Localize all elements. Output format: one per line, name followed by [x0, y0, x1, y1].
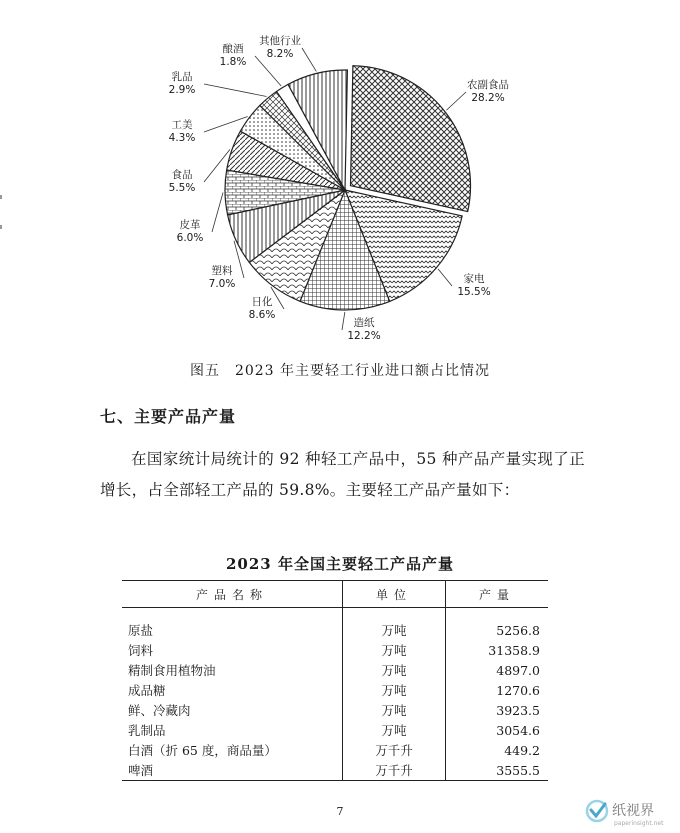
leader-line	[255, 56, 281, 86]
pie-chart	[0, 0, 680, 350]
table-row	[122, 720, 548, 740]
leader-line	[204, 84, 267, 97]
slice-percent: 7.0%	[208, 278, 236, 290]
margin-mark	[0, 225, 2, 229]
body-paragraph	[100, 444, 585, 506]
slice-percent: 8.2%	[266, 48, 294, 60]
unit-cell: 万吨	[343, 700, 446, 720]
page-number: 7	[336, 805, 344, 818]
table-row	[122, 760, 548, 781]
logo-icon	[587, 801, 607, 821]
slice-percent: 6.0%	[176, 232, 204, 244]
product-name-cell: 鲜、冷藏肉	[128, 703, 191, 718]
table-title: 2023 年全国主要轻工产品产量	[226, 555, 454, 573]
table-row	[122, 640, 548, 660]
slice-percent: 4.3%	[168, 132, 196, 144]
leader-line	[446, 92, 466, 110]
product-name-cell: 饲料	[128, 643, 154, 658]
slice-label: 农副食品	[467, 79, 509, 91]
table-row	[122, 680, 548, 700]
header-unit: 单位	[343, 581, 446, 608]
unit-cell: 万吨	[343, 620, 446, 640]
output-value-cell: 5256.8	[496, 622, 540, 638]
output-value-cell: 3923.5	[496, 702, 540, 718]
watermark-logo	[584, 795, 680, 829]
unit-cell: 万吨	[343, 680, 446, 700]
slice-percent: 28.2%	[471, 92, 505, 104]
production-table	[122, 580, 548, 781]
leader-line	[438, 269, 452, 286]
table-row	[122, 700, 548, 720]
slice-label: 食品	[171, 169, 193, 181]
output-value-cell: 3054.6	[496, 722, 540, 738]
unit-cell: 万千升	[343, 760, 446, 781]
product-name-cell: 啤酒	[122, 760, 343, 781]
unit-cell: 万吨	[343, 640, 446, 660]
slice-label: 工美	[171, 119, 193, 131]
paragraph-text: 在国家统计局统计的 92 种轻工产品中，55 种产品产量实现了正增长，占全部轻工产品的 59.8%。主要轻工产品产量如下：	[100, 450, 585, 499]
slice-label: 乳品	[171, 71, 193, 83]
slice-label: 造纸	[353, 317, 375, 329]
slice-percent: 1.8%	[219, 56, 247, 68]
leader-line	[212, 193, 223, 232]
product-name-cell: 精制食用植物油	[128, 663, 216, 678]
logo-text: 纸视界	[612, 803, 654, 819]
logo-url: paperinsight.net	[614, 820, 664, 827]
output-value-cell: 3555.5	[446, 760, 549, 781]
slice-label: 酿酒	[222, 43, 244, 55]
slice-percent: 5.5%	[168, 182, 196, 194]
slice-label: 家电	[463, 273, 485, 285]
unit-cell: 万千升	[343, 740, 446, 760]
table-row	[122, 660, 548, 680]
figure-caption: 图五 2023 年主要轻工行业进口额占比情况	[189, 363, 491, 379]
output-value-cell: 4897.0	[496, 662, 540, 678]
slice-label: 其他行业	[259, 35, 301, 47]
unit-cell: 万吨	[343, 720, 446, 740]
slice-percent: 2.9%	[168, 84, 196, 96]
product-name-cell: 成品糖	[128, 683, 166, 698]
slice-percent: 15.5%	[457, 286, 491, 298]
output-value-cell: 1270.6	[496, 682, 540, 698]
pie-slice	[351, 66, 471, 212]
output-value-cell: 31358.9	[488, 642, 540, 658]
leader-line	[342, 312, 345, 330]
unit-cell: 万吨	[343, 660, 446, 680]
slice-label: 塑料	[211, 265, 233, 277]
slice-percent: 12.2%	[347, 330, 381, 342]
slice-percent: 8.6%	[248, 309, 276, 321]
product-name-cell: 白酒（折 65 度，商品量）	[128, 743, 277, 758]
table-row	[122, 740, 548, 760]
header-product-name: 产品名称	[122, 581, 343, 608]
product-name-cell: 原盐	[128, 623, 154, 638]
section-heading: 七、主要产品产量	[100, 407, 237, 426]
product-name-cell: 乳制品	[128, 723, 166, 738]
slice-label: 皮革	[179, 219, 201, 231]
slice-label: 日化	[251, 296, 273, 308]
header-output: 产量	[446, 581, 549, 608]
output-value-cell: 449.2	[504, 742, 540, 758]
table-header-row	[122, 581, 548, 608]
table-row	[122, 620, 548, 640]
leader-line	[302, 48, 316, 71]
margin-mark	[0, 195, 2, 199]
